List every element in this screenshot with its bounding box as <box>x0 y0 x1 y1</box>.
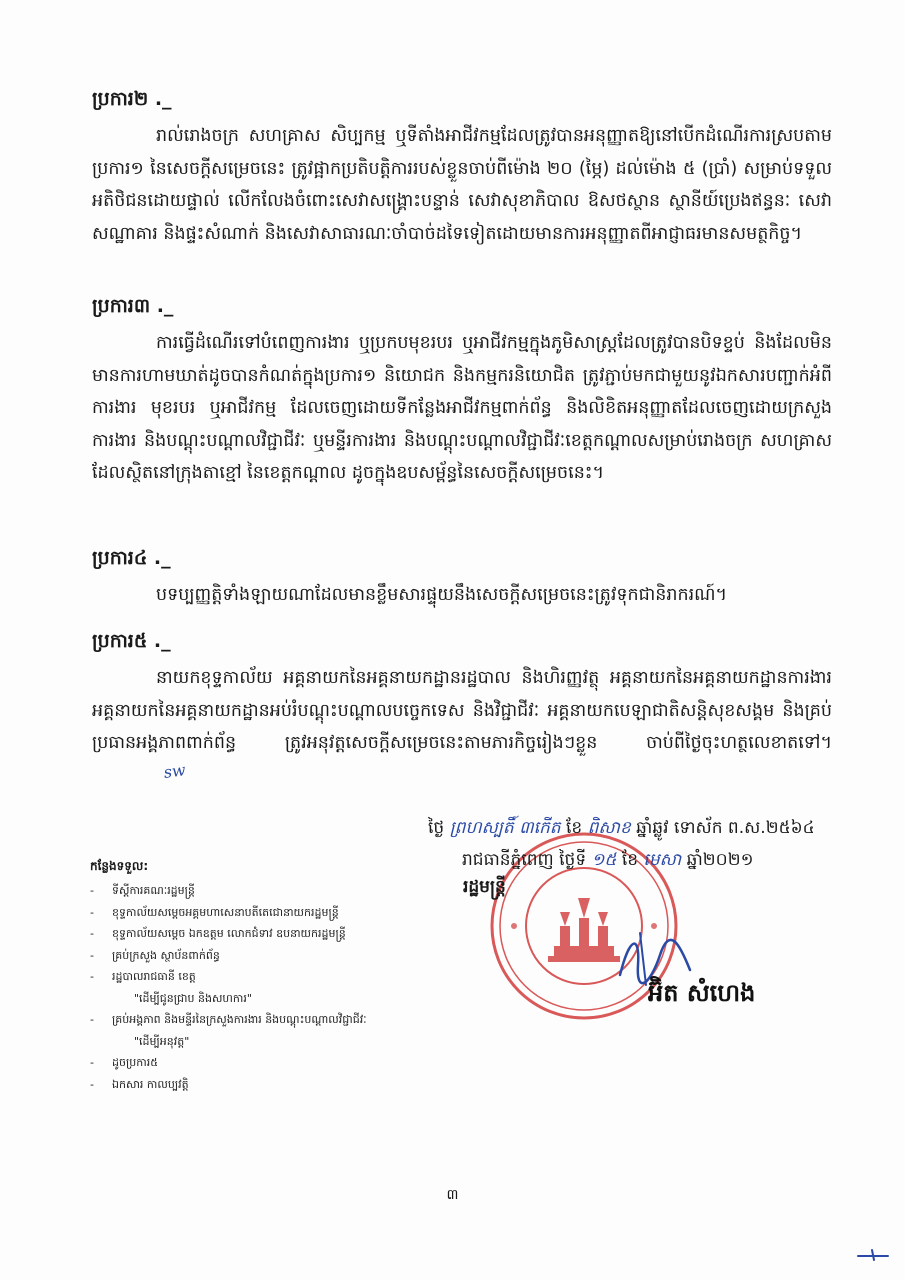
article-4-heading: ប្រការ៤ ._ <box>92 547 171 569</box>
recipients-heading: កន្លែងទទួល: <box>90 859 149 873</box>
recipient-note: "ដើម្បីជូនជ្រាប និងសហការ" <box>134 991 252 1005</box>
article-3 <box>92 293 832 490</box>
recipient-text: ដូចប្រការ៥ <box>112 1056 158 1069</box>
lunar-date-prefix: ថ្ងៃ <box>428 818 445 838</box>
article-5-heading: ប្រការ៥ ._ <box>92 630 171 652</box>
recipient-note: "ដើម្បីអនុវត្ត" <box>134 1034 190 1048</box>
page-number: ៣ <box>446 1187 459 1203</box>
place-prefix: រាជធានីភ្នំពេញ ថ្ងៃទី <box>462 850 587 870</box>
recipient-item: - រដ្ឋបាលរាជធានី ខេត្ត <box>90 970 196 983</box>
recipient-text: ខុទ្ទកាល័យសម្តេចអគ្គមហាសេនាបតីតេជោនាយករដ្ឋមន្ត្រី <box>112 905 339 919</box>
lunar-month-prefix: ខែ <box>566 818 583 838</box>
article-5 <box>92 628 832 792</box>
solar-year: ឆ្នាំ២០២១ <box>686 850 754 870</box>
lunar-date-suffix: ឆ្នាំឆ្លូវ ទោស័ក ព.ស.២៥៦៤ <box>636 818 815 838</box>
recipient-text: ឯកសារ កាលប្បវត្តិ <box>112 1077 189 1091</box>
solar-date-line <box>428 844 848 876</box>
article-2 <box>92 86 832 250</box>
solar-month-label: ខែ <box>621 850 639 870</box>
recipient-text: រដ្ឋបាលរាជធានី ខេត្ត <box>112 970 196 983</box>
lunar-month-handwritten: ពិសាខ <box>587 818 631 838</box>
recipient-text: គ្រប់ក្រសួង ស្ថាប័នពាក់ព័ន្ធ <box>112 948 220 962</box>
recipients-items <box>90 880 420 1095</box>
lunar-date-handwritten: ព្រហស្បតិ៍ ៣កើត <box>449 818 561 838</box>
article-4 <box>92 545 832 612</box>
signatory-title: រដ្ឋមន្ត្រី <box>463 877 506 897</box>
recipient-text: គ្រប់អង្គភាព និងមន្ទីរនៃក្រសួងការងារ និងបណ្តុះបណ្តាលវិជ្ជាជីវៈ <box>112 1013 367 1026</box>
recipient-text: ខុទ្ទកាល័យសម្តេច ឯកឧត្តម លោកជំទាវ ឧបនាយករដ្ឋមន្ត្រី <box>112 927 346 940</box>
article-2-heading: ប្រការ២ ._ <box>92 88 172 110</box>
signatory-name: អ៊ិត សំហេង <box>648 979 756 1007</box>
solar-month-handwritten: មេសា <box>643 850 682 870</box>
article-4-body: បទប្បញ្ញត្តិទាំងឡាយណាដែលមានខ្លឹមសារផ្ទុយនឹងសេចក្តីសម្រេចនេះត្រូវទុកជានិរាករណ៍។ <box>156 585 728 605</box>
solar-day-handwritten: ១៥ <box>591 850 617 870</box>
recipient-item: - ខុទ្ទកាល័យសម្តេច ឯកឧត្តម លោកជំទាវ ឧបនាយករដ្ឋមន្ត្រី <box>90 927 346 940</box>
recipient-text: ទីស្តីការគណៈរដ្ឋមន្ត្រី <box>112 884 195 897</box>
date-block <box>428 812 848 876</box>
article-5-text: នាយកខុទ្ទកាល័យ អគ្គនាយកនៃអគ្គនាយកដ្ឋានរដ្ឋបាល និងហិរញ្ញវត្ថុ អគ្គនាយកនៃអគ្គនាយកដ្ឋានការងារ អគ្គនាយកនៃអគ្គនាយកដ្ឋានអប់រំបណ្តុះបណ្តាលបច្ចេកទេស និងវិជ្ជាជីវៈ អគ្គនាយកបេឡាជាតិសន្តិសុខសង្គម និងគ្រប់ប្រធានអង្គភាពពាក់ព័ន្ធ ត្រូវអនុវត្តសេចក្តីសម្រេចនេះតាមភារកិច្ចរៀងៗខ្លួន ចាប់ពីថ្ងៃចុះហត្ថលេខាតទៅ។ <box>92 668 832 753</box>
recipient-item: - គ្រប់ក្រសួង ស្ថាប័នពាក់ព័ន្ធ <box>90 948 220 962</box>
pen-mark-icon <box>856 1248 890 1262</box>
recipient-item: - ខុទ្ទកាល័យសម្តេចអគ្គមហាសេនាបតីតេជោនាយករដ្ឋមន្ត្រី <box>90 905 339 919</box>
recipient-item: - គ្រប់អង្គភាព និងមន្ទីរនៃក្រសួងការងារ និងបណ្តុះបណ្តាលវិជ្ជាជីវៈ <box>90 1013 367 1026</box>
handwritten-initial: sw <box>162 759 187 782</box>
recipients-list <box>90 858 420 1095</box>
recipient-item: - ឯកសារ កាលប្បវត្តិ <box>90 1077 189 1091</box>
recipient-item: - ដូចប្រការ៥ <box>90 1056 158 1069</box>
lunar-date-line <box>428 812 848 844</box>
article-2-body: រាល់រោងចក្រ សហគ្រាស សិប្បកម្ម ឬទីតាំងអាជីវកម្មដែលត្រូវបានអនុញ្ញាតឱ្យនៅបើកដំណើរការស្របតាមប្រការ១ នៃសេចក្តីសម្រេចនេះ ត្រូវផ្អាកប្រតិបត្តិការរបស់ខ្លួនចាប់ពីម៉ោង ២០ (ម្ភៃ) ដល់ម៉ោង ៥ (ប្រាំ) សម្រាប់ទទួលអតិថិជនដោយផ្ទាល់ លើកលែងចំពោះសេវាសង្គ្រោះបន្ទាន់ សេវាសុខាភិបាល ឱសថស្ថាន ស្ថានីយ៍ប្រេងឥន្ធនៈ សេវាសណ្ឋាគារ និងផ្ទះសំណាក់ និងសេវាសាធារណៈចាំបាច់ដទៃទៀតដោយមានការអនុញ្ញាតពីអាជ្ញាធរមានសមត្ថកិច្ច។ <box>92 126 832 244</box>
recipient-item: - ទីស្តីការគណៈរដ្ឋមន្ត្រី <box>90 884 195 897</box>
article-3-body: ការធ្វើដំណើរទៅបំពេញការងារ ឬប្រកបមុខរបរ ឬអាជីវកម្មក្នុងភូមិសាស្ត្រដែលត្រូវបានបិទខ្ទប់ និងដែលមិនមានការហាមឃាត់ដូចបានកំណត់ក្នុងប្រការ១ និយោជក និងកម្មករនិយោជិត ត្រូវភ្ជាប់មកជាមួយនូវឯកសារបញ្ជាក់អំពីការងារ មុខរបរ ឬអាជីវកម្ម ដែលចេញដោយទីកន្លែងអាជីវកម្មពាក់ព័ន្ធ និងលិខិតអនុញ្ញាតដែលចេញដោយក្រសួងការងារ និងបណ្តុះបណ្តាលវិជ្ជាជីវៈ ឬមន្ទីរការងារ និងបណ្តុះបណ្តាលវិជ្ជាជីវៈខេត្តកណ្តាលសម្រាប់រោងចក្រ សហគ្រាសដែលស្ថិតនៅក្រុងតាខ្មៅ នៃខេត្តកណ្តាល ដូចក្នុងឧបសម្ព័ន្ធនៃសេចក្តីសម្រេចនេះ។ <box>92 333 832 483</box>
article-3-heading: ប្រការ៣ ._ <box>92 295 174 317</box>
article-5-body <box>92 662 832 792</box>
